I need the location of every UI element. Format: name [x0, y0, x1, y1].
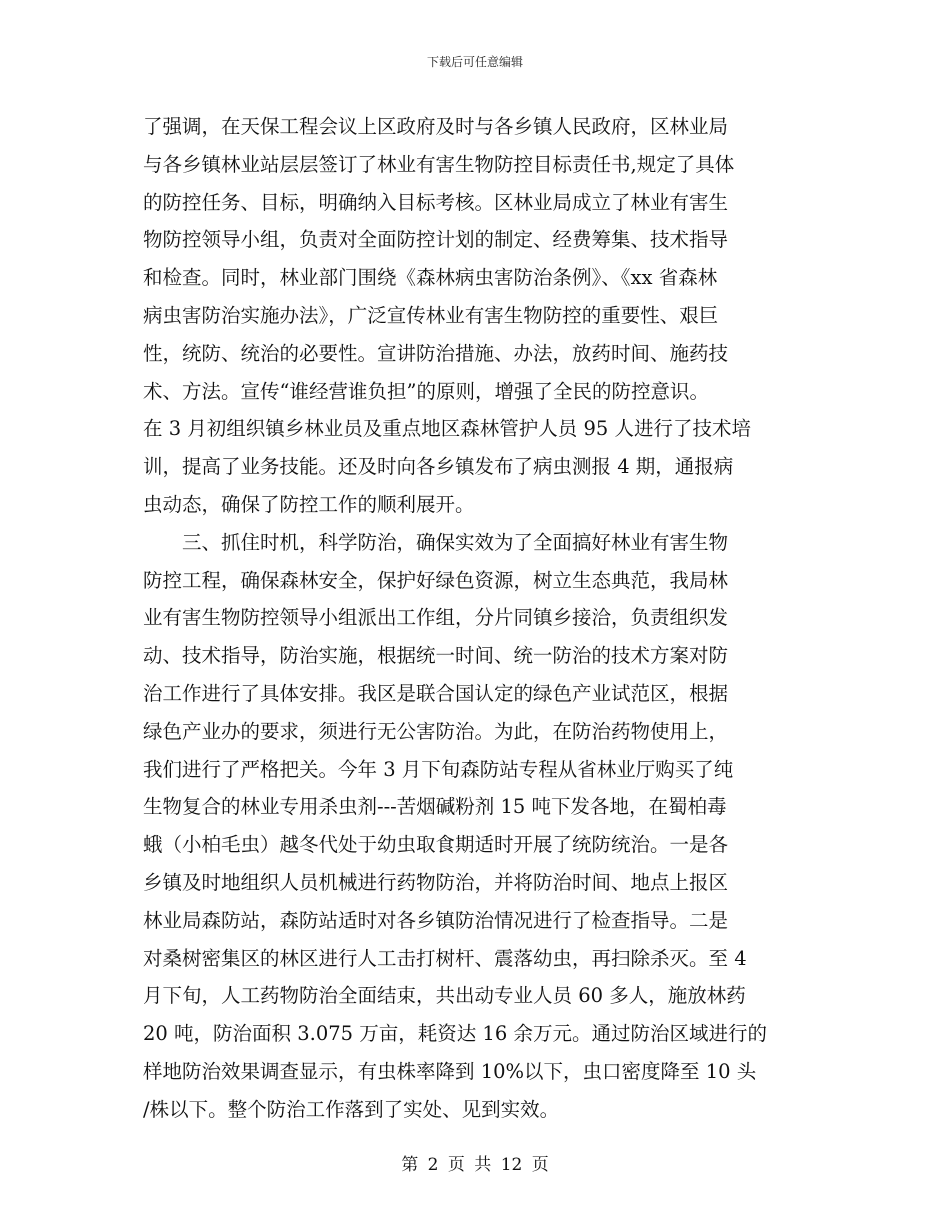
body-text: [143, 108, 807, 1129]
text-line: 防控工程，确保森林安全，保护好绿色资源，树立生态典范，我局林: [143, 568, 729, 592]
page-header: 下载后可任意编辑: [426, 55, 523, 69]
text-line: 月下旬，人工药物防治全面结束，共出动专业人员 60 多人，施放林药: [143, 984, 746, 1008]
text-line: 三、抓住时机，科学防治，确保实效为了全面搞好林业有害生物: [143, 530, 729, 554]
text-line: 蛾（小柏毛虫）越冬代处于幼虫取食期适时开展了统防统治。一是各: [143, 833, 729, 857]
text-line: 了强调，在天保工程会议上区政府及时与各乡镇人民政府，区林业局: [143, 115, 729, 138]
text-line: 术、方法。宣传“谁经营谁负担”的原则，增强了全民的防控意识。: [143, 379, 709, 403]
text-line: 物防控领导小组，负责对全面防控计划的制定、经费筹集、技术指导: [143, 228, 729, 252]
text-line: 20 吨，防治面积 3.075 万亩，耗资达 16 余万元。通过防治区域进行的: [143, 1022, 767, 1046]
text-line: 绿色产业办的要求，须进行无公害防治。为此，在防治药物使用上，: [143, 719, 729, 743]
text-line: 性，统防、统治的必要性。宣讲防治措施、办法，放药时间、施药技: [143, 341, 729, 365]
text-line: 训，提高了业务技能。还及时向各乡镇发布了病虫测报 4 期，通报病: [143, 455, 734, 479]
text-line: 样地防治效果调查显示，有虫株率降到 10%以下，虫口密度降至 10 头: [143, 1059, 757, 1083]
text-line: 对桑树密集区的林区进行人工击打树杆、震落幼虫，再扫除杀灭。至 4: [143, 946, 747, 970]
page-number: 第 2 页 共 12 页: [401, 1155, 549, 1175]
text-line: 和检查。同时，林业部门围绕《森林病虫害防治条例》、《xx 省森林: [143, 266, 718, 290]
text-line: 动、技术指导，防治实施，根据统一时间、统一防治的技术方案对防: [143, 644, 729, 668]
text-line: 病虫害防治实施办法》，广泛宣传林业有害生物防控的重要性、艰巨: [143, 303, 719, 327]
text-line: 的防控任务、目标，明确纳入目标考核。区林业局成立了林业有害生: [143, 190, 729, 214]
text-line: 乡镇及时地组织人员机械进行药物防治，并将防治时间、地点上报区: [143, 870, 729, 894]
text-line: 林业局森防站，森防站适时对各乡镇防治情况进行了检查指导。二是: [143, 908, 729, 932]
text-line: 虫动态，确保了防控工作的顺利展开。: [143, 492, 475, 516]
text-line: /株以下。整个防治工作落到了实处、见到实效。: [143, 1097, 560, 1121]
text-line: 生物复合的林业专用杀虫剂---苦烟碱粉剂 15 吨下发各地，在蜀柏毒: [143, 795, 727, 819]
text-line: 在 3 月初组织镇乡林业员及重点地区森林管护人员 95 人进行了技术培: [143, 417, 752, 441]
text-line: 治工作进行了具体安排。我区是联合国认定的绿色产业试范区，根据: [143, 681, 729, 705]
text-line: 我们进行了严格把关。今年 3 月下旬森防站专程从省林业厅购买了纯: [143, 757, 734, 781]
text-line: 业有害生物防控领导小组派出工作组，分片同镇乡接洽，负责组织发: [143, 606, 729, 630]
text-line: 与各乡镇林业站层层签订了林业有害生物防控目标责任书,规定了具体: [143, 152, 735, 176]
